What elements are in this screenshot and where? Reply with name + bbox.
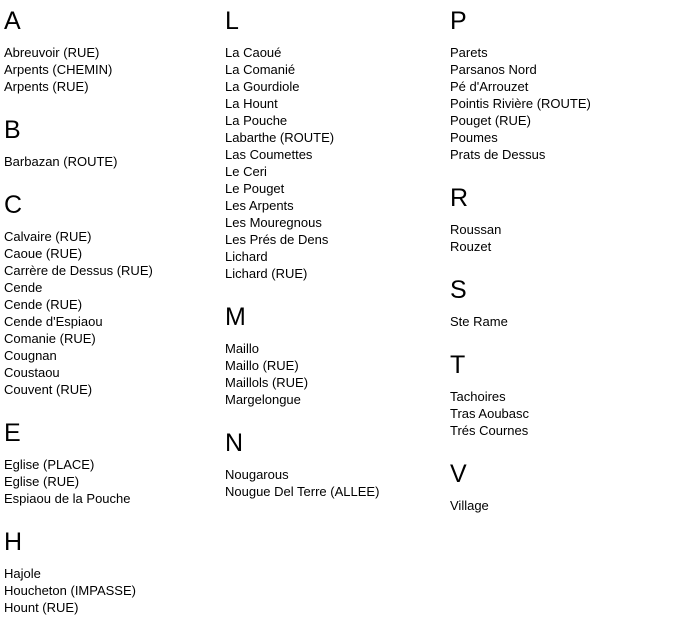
letter-section-C [4,190,225,398]
letter-section-S [450,275,675,330]
street-entry: Arpents (CHEMIN) [4,62,113,77]
street-entry: Carrère de Dessus (RUE) [4,263,153,278]
letter-section-R [450,183,675,255]
letter-section-M [225,302,450,408]
street-list-L [225,44,450,282]
street-list-H [4,565,225,616]
letter-section-H [4,527,225,616]
street-entry: Nougarous [225,467,289,482]
street-entry: Houcheton (IMPASSE) [4,583,136,598]
street-entry: Nougue Del Terre (ALLEE) [225,484,380,499]
street-entry: Maillols (RUE) [225,375,309,390]
street-entry: Labarthe (ROUTE) [225,130,335,145]
street-list-N [225,466,450,500]
street-list-T [450,388,675,439]
letter-heading-A: A [4,7,21,35]
letter-heading-V: V [450,460,467,488]
street-entry: Les Prés de Dens [225,232,329,247]
letter-section-L [225,6,450,282]
street-entry: Le Ceri [225,164,267,179]
letter-heading-P: P [450,7,467,35]
letter-section-T [450,350,675,439]
letter-section-P [450,6,675,163]
letter-section-E [4,418,225,507]
street-entry: Poumes [450,130,498,145]
street-entry: Trés Cournes [450,423,529,438]
street-list-A [4,44,225,95]
street-list-B [4,153,225,170]
letter-heading-E: E [4,419,21,447]
letter-heading-R: R [450,184,469,212]
letter-heading-H: H [4,528,23,556]
street-entry: Couvent (RUE) [4,382,93,397]
street-entry: Hajole [4,566,41,581]
street-entry: Pouget (RUE) [450,113,531,128]
letter-section-B [4,115,225,170]
street-entry: Roussan [450,222,502,237]
street-entry: Rouzet [450,239,492,254]
street-entry: Barbazan (ROUTE) [4,154,118,169]
street-entry: Eglise (RUE) [4,474,80,489]
street-entry: Parets [450,45,488,60]
street-entry: Cougnan [4,348,57,363]
street-entry: Pointis Rivière (ROUTE) [450,96,591,111]
street-entry: La Hount [225,96,278,111]
street-entry: Le Pouget [225,181,285,196]
street-entry: Pé d'Arrouzet [450,79,529,94]
street-entry: Coustaou [4,365,60,380]
street-entry: Parsanos Nord [450,62,537,77]
street-entry: Eglise (PLACE) [4,457,95,472]
street-entry: Tachoires [450,389,506,404]
letter-heading-N: N [225,429,244,457]
street-entry: Les Arpents [225,198,294,213]
street-entry: Lichard (RUE) [225,266,308,281]
street-entry: La Comanié [225,62,296,77]
street-list-M [225,340,450,408]
street-entry: Cende (RUE) [4,297,83,312]
street-entry: Las Coumettes [225,147,313,162]
street-entry: Arpents (RUE) [4,79,89,94]
letter-heading-M: M [225,303,246,331]
street-entry: Calvaire (RUE) [4,229,92,244]
street-entry: Hount (RUE) [4,600,79,615]
street-entry: Les Mouregnous [225,215,322,230]
street-list-C [4,228,225,398]
index-column-1 [4,6,225,636]
street-entry: Espiaou de la Pouche [4,491,131,506]
street-entry: Abreuvoir (RUE) [4,45,100,60]
street-entry: Prats de Dessus [450,147,546,162]
street-entry: Lichard [225,249,268,264]
street-entry: Cende [4,280,43,295]
letter-heading-L: L [225,7,239,35]
street-entry: La Pouche [225,113,288,128]
street-entry: Margelongue [225,392,301,407]
street-entry: La Caoué [225,45,282,60]
street-entry: Maillo [225,341,259,356]
index-column-2 [225,6,450,520]
street-list-E [4,456,225,507]
letter-section-N [225,428,450,500]
letter-heading-B: B [4,116,21,144]
letter-section-V [450,459,675,514]
letter-heading-T: T [450,351,466,379]
letter-heading-C: C [4,191,23,219]
street-list-P [450,44,675,163]
street-entry: Cende d'Espiaou [4,314,103,329]
letter-section-A [4,6,225,95]
street-entry: Maillo (RUE) [225,358,299,373]
street-list-S [450,313,675,330]
street-list-V [450,497,675,514]
letter-heading-S: S [450,276,467,304]
street-entry: Caoue (RUE) [4,246,83,261]
street-list-R [450,221,675,255]
street-entry: La Gourdiole [225,79,300,94]
street-entry: Village [450,498,489,513]
index-column-3 [450,6,675,534]
street-entry: Tras Aoubasc [450,406,530,421]
street-entry: Ste Rame [450,314,508,329]
street-entry: Comanie (RUE) [4,331,96,346]
